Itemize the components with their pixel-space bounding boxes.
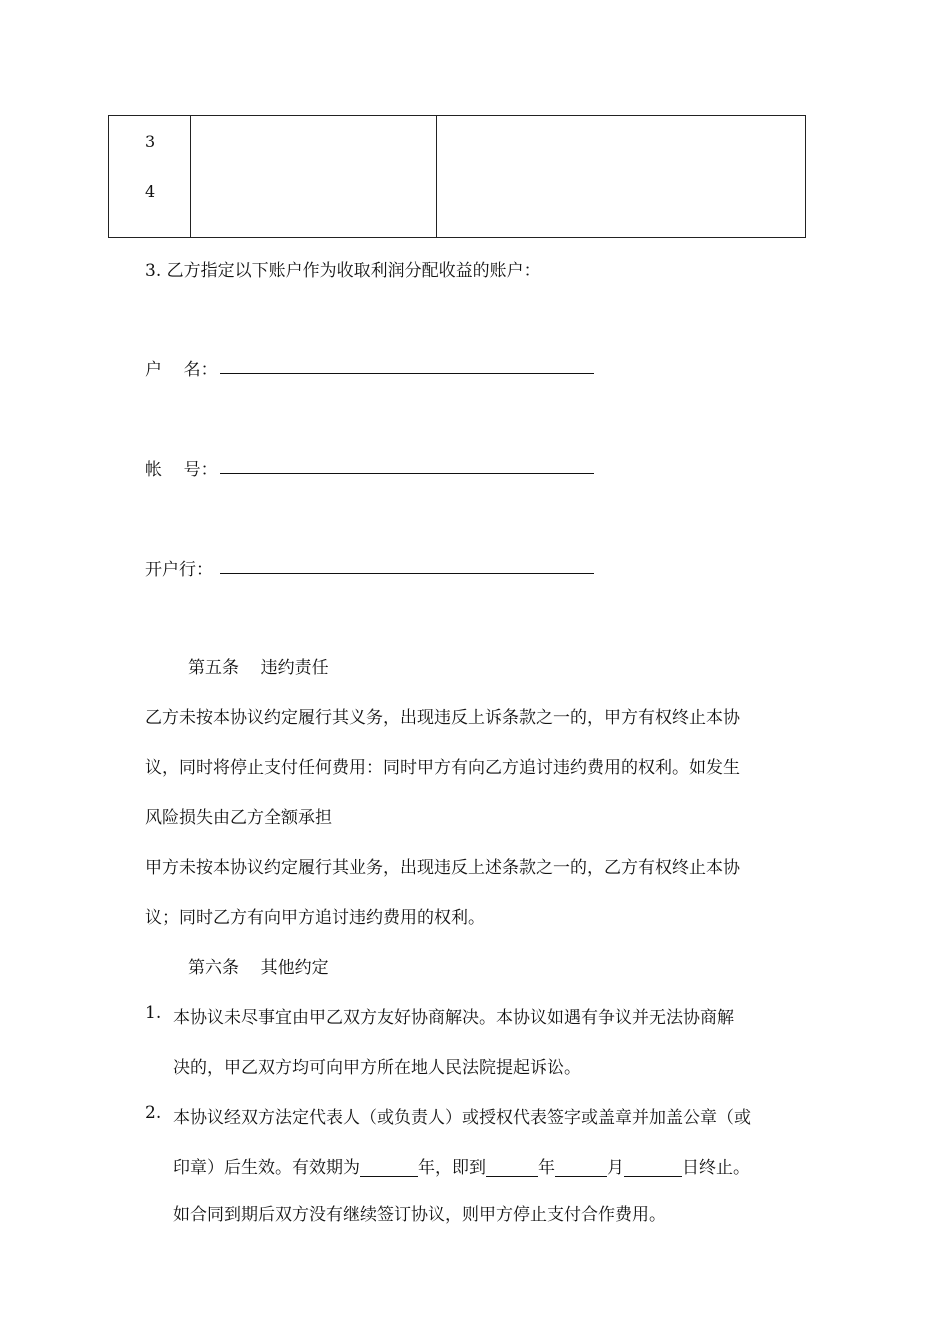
table-column-divider <box>190 116 191 237</box>
validity-text: 印章）后生效。有效期为 <box>173 1158 360 1178</box>
validity-text: 年 <box>538 1158 555 1178</box>
list-item-number: 2. <box>145 1103 162 1123</box>
article-5-heading: 第五条 违约责任 <box>188 658 329 678</box>
article-5-paragraph-line: 议，同时将停止支付任何费用：同时甲方有向乙方追讨违约费用的权利。如发生 <box>145 758 740 778</box>
article-5-paragraph-line: 议；同时乙方有向甲方追讨违约费用的权利。 <box>145 908 485 928</box>
end-year-blank <box>486 1175 538 1177</box>
years-blank <box>360 1175 418 1177</box>
article-6-heading: 第六条 其他约定 <box>188 958 329 978</box>
list-item-line: 如合同到期后双方没有继续签订协议，则甲方停止支付合作费用。 <box>173 1205 666 1225</box>
bank-label: 开户行： <box>145 560 213 580</box>
table-row-number: 4 <box>145 182 156 201</box>
validity-text: 年，即到 <box>418 1158 486 1178</box>
table-row-number: 3 <box>145 132 156 151</box>
article-5-paragraph-line: 乙方未按本协议约定履行其义务，出现违反上诉条款之一的，甲方有权终止本协 <box>145 708 740 728</box>
account-name-blank <box>220 373 594 374</box>
table <box>108 115 806 238</box>
validity-text: 日终止。 <box>682 1158 750 1178</box>
article-5-paragraph-line: 风险损失由乙方全额承担 <box>145 808 332 828</box>
list-item-line: 决的，甲乙双方均可向甲方所在地人民法院提起诉讼。 <box>173 1058 581 1078</box>
account-number-blank <box>220 473 594 474</box>
validity-text: 月 <box>607 1158 624 1178</box>
list-item-line: 本协议经双方法定代表人（或负责人）或授权代表签字或盖章并加盖公章（或 <box>173 1108 751 1128</box>
table-column-divider <box>436 116 437 237</box>
list-item-number: 1. <box>145 1003 162 1023</box>
end-day-blank <box>624 1175 682 1177</box>
article-5-paragraph-line: 甲方未按本协议约定履行其业务，出现违反上述条款之一的，乙方有权终止本协 <box>145 858 740 878</box>
validity-period-line <box>173 1153 750 1178</box>
end-month-blank <box>555 1175 607 1177</box>
account-number-label: 帐 号： <box>145 460 218 480</box>
bank-blank <box>220 573 594 574</box>
list-item-line: 本协议未尽事宜由甲乙双方友好协商解决。本协议如遇有争议并无法协商解 <box>173 1008 734 1028</box>
account-name-label: 户 名： <box>145 360 218 380</box>
section-item-3: 3. 乙方指定以下账户作为收取利润分配收益的账户： <box>145 261 541 281</box>
